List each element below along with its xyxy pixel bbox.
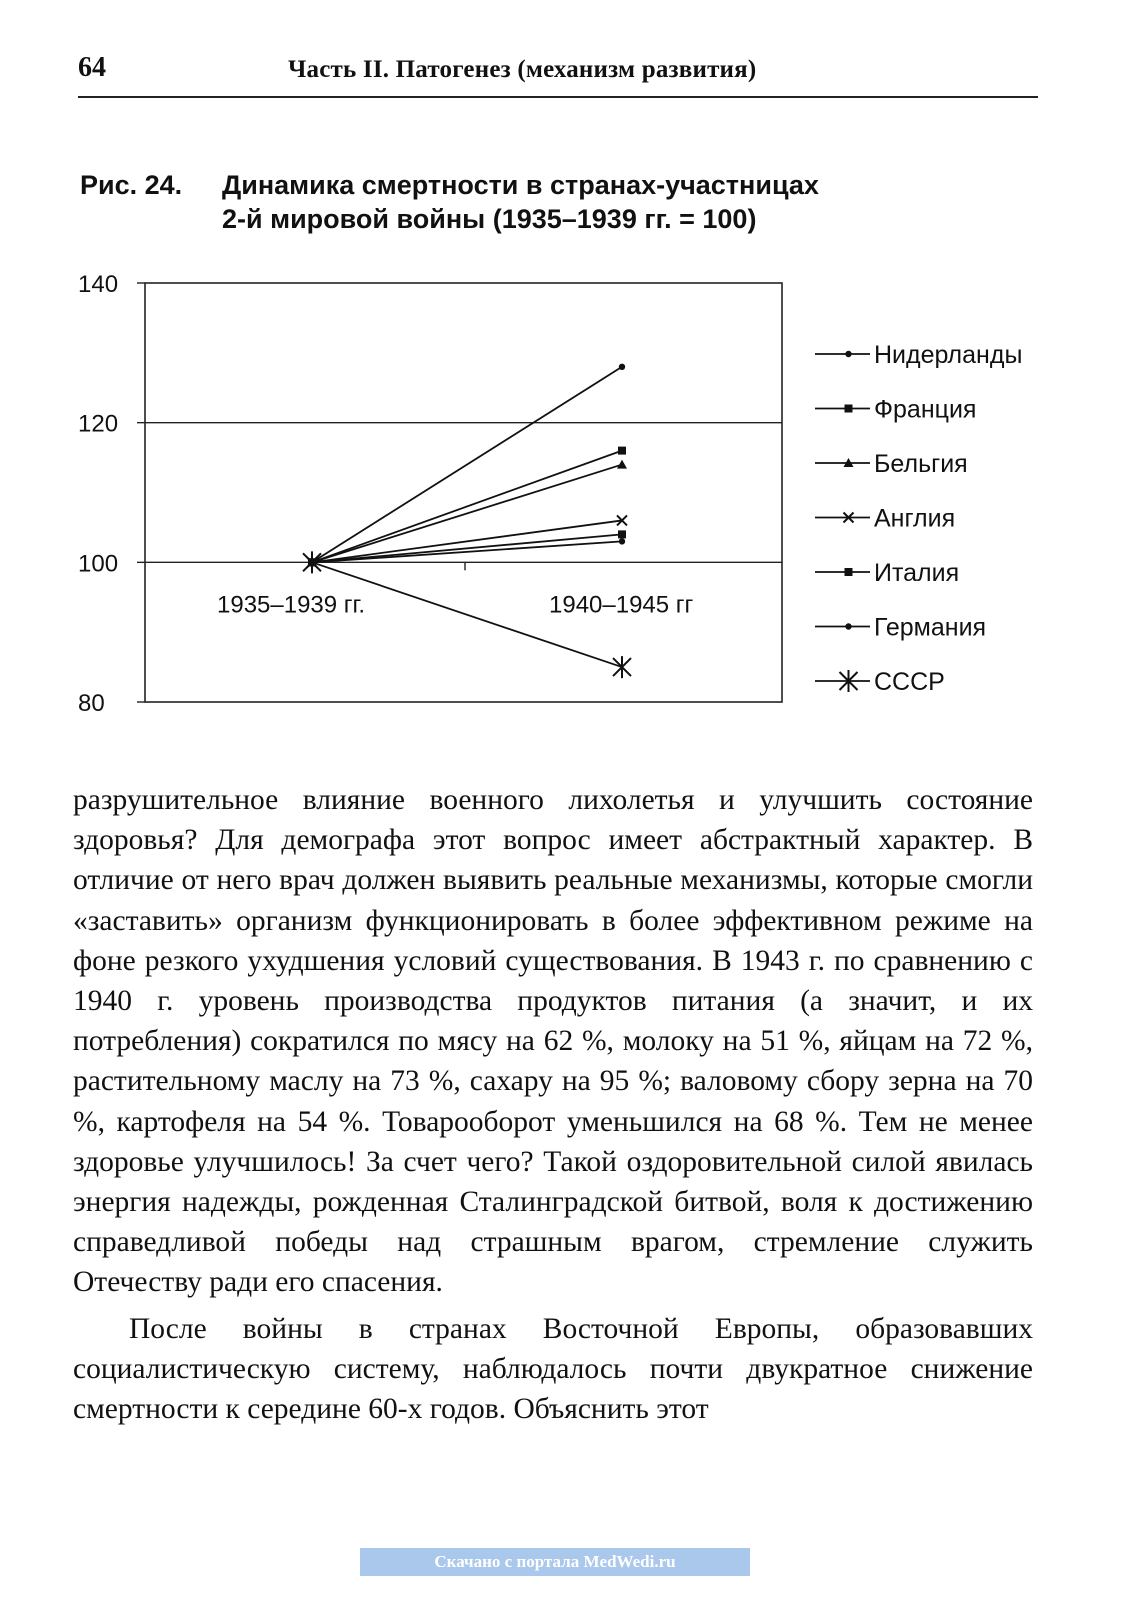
series-line bbox=[312, 367, 622, 563]
mortality-line-chart bbox=[60, 262, 1060, 722]
header-rule bbox=[78, 96, 1038, 98]
plot-area-frame bbox=[145, 283, 782, 702]
legend-label: Бельгия bbox=[874, 450, 968, 478]
legend-marker bbox=[845, 405, 853, 413]
series-line bbox=[312, 451, 622, 563]
data-point bbox=[619, 364, 625, 370]
legend-label: Нидерланды bbox=[874, 341, 1023, 369]
y-tick-label: 140 bbox=[78, 271, 119, 298]
legend-marker bbox=[845, 351, 851, 357]
paragraph: разрушительное влияние военного лихолетья и улучшить состояние здоровья? Для демографа этот вопрос имеет абстрактный характер. В отличие от него врач должен выявить реальные механизмы, которые смогли «заставить» организм функционировать в более эффективном режиме на фоне резкого ухудшения условий существования. В 1943 г. по сравнению с 1940 г. уровень производства продуктов питания (а значит, и их потребления) сократился по мясу на 62 %, молоку на 51 %, яйцам на 72 %, растительному маслу на 73 %, сахару на 95 %; валовому сбору зерна на 70 %, картофеля на 54 %. Товарооборот уменьшился на 68 %. Тем не менее здоровье улучшилось! За счет чего? Такой оздоровительной силой явилась энергия надежды, рожденная Сталинградской битвой, воля к достижению справедливой победы над страшным врагом, стремление служить Отечеству ради его спасения. bbox=[73, 784, 1033, 1299]
x-category-label: 1935–1939 гг. bbox=[217, 591, 366, 619]
legend-label: Франция bbox=[874, 395, 977, 424]
legend-label: Германия bbox=[874, 613, 987, 642]
series-line bbox=[312, 520, 622, 562]
figure-caption bbox=[80, 168, 819, 236]
page-number: 64 bbox=[78, 52, 106, 83]
legend-marker bbox=[845, 568, 853, 576]
running-head: Часть II. Патогенез (механизм развития) bbox=[288, 56, 757, 83]
watermark-banner: Скачано с портала MedWedi.ru bbox=[360, 1548, 750, 1576]
figure-label: Рис. 24. bbox=[80, 170, 183, 200]
legend-label: Италия bbox=[874, 559, 960, 587]
legend-label: СССР bbox=[874, 668, 945, 696]
x-category-label: 1940–1945 гг bbox=[549, 591, 694, 619]
figure-caption-line1: Динамика смертности в странах-участницах bbox=[222, 170, 819, 200]
figure-caption-line2: 2-й мировой войны (1935–1939 гг. = 100) bbox=[222, 204, 757, 234]
data-point bbox=[618, 530, 626, 538]
body-text bbox=[73, 780, 1033, 1429]
y-tick-label: 100 bbox=[78, 550, 119, 578]
paragraph: После войны в странах Восточной Европы, образовавших социалистическую систему, наблюдалось почти двукратное снижение смертности к середине 60-х годов. Объяснить этот bbox=[73, 1312, 1033, 1426]
legend-label: Англия bbox=[874, 504, 956, 533]
data-point bbox=[613, 656, 631, 678]
series-line bbox=[312, 541, 622, 562]
legend-marker bbox=[845, 623, 851, 629]
y-tick-label: 80 bbox=[78, 690, 105, 717]
data-point bbox=[619, 538, 625, 544]
y-tick-label: 120 bbox=[78, 410, 119, 438]
data-point bbox=[618, 447, 626, 455]
data-point bbox=[617, 460, 627, 469]
